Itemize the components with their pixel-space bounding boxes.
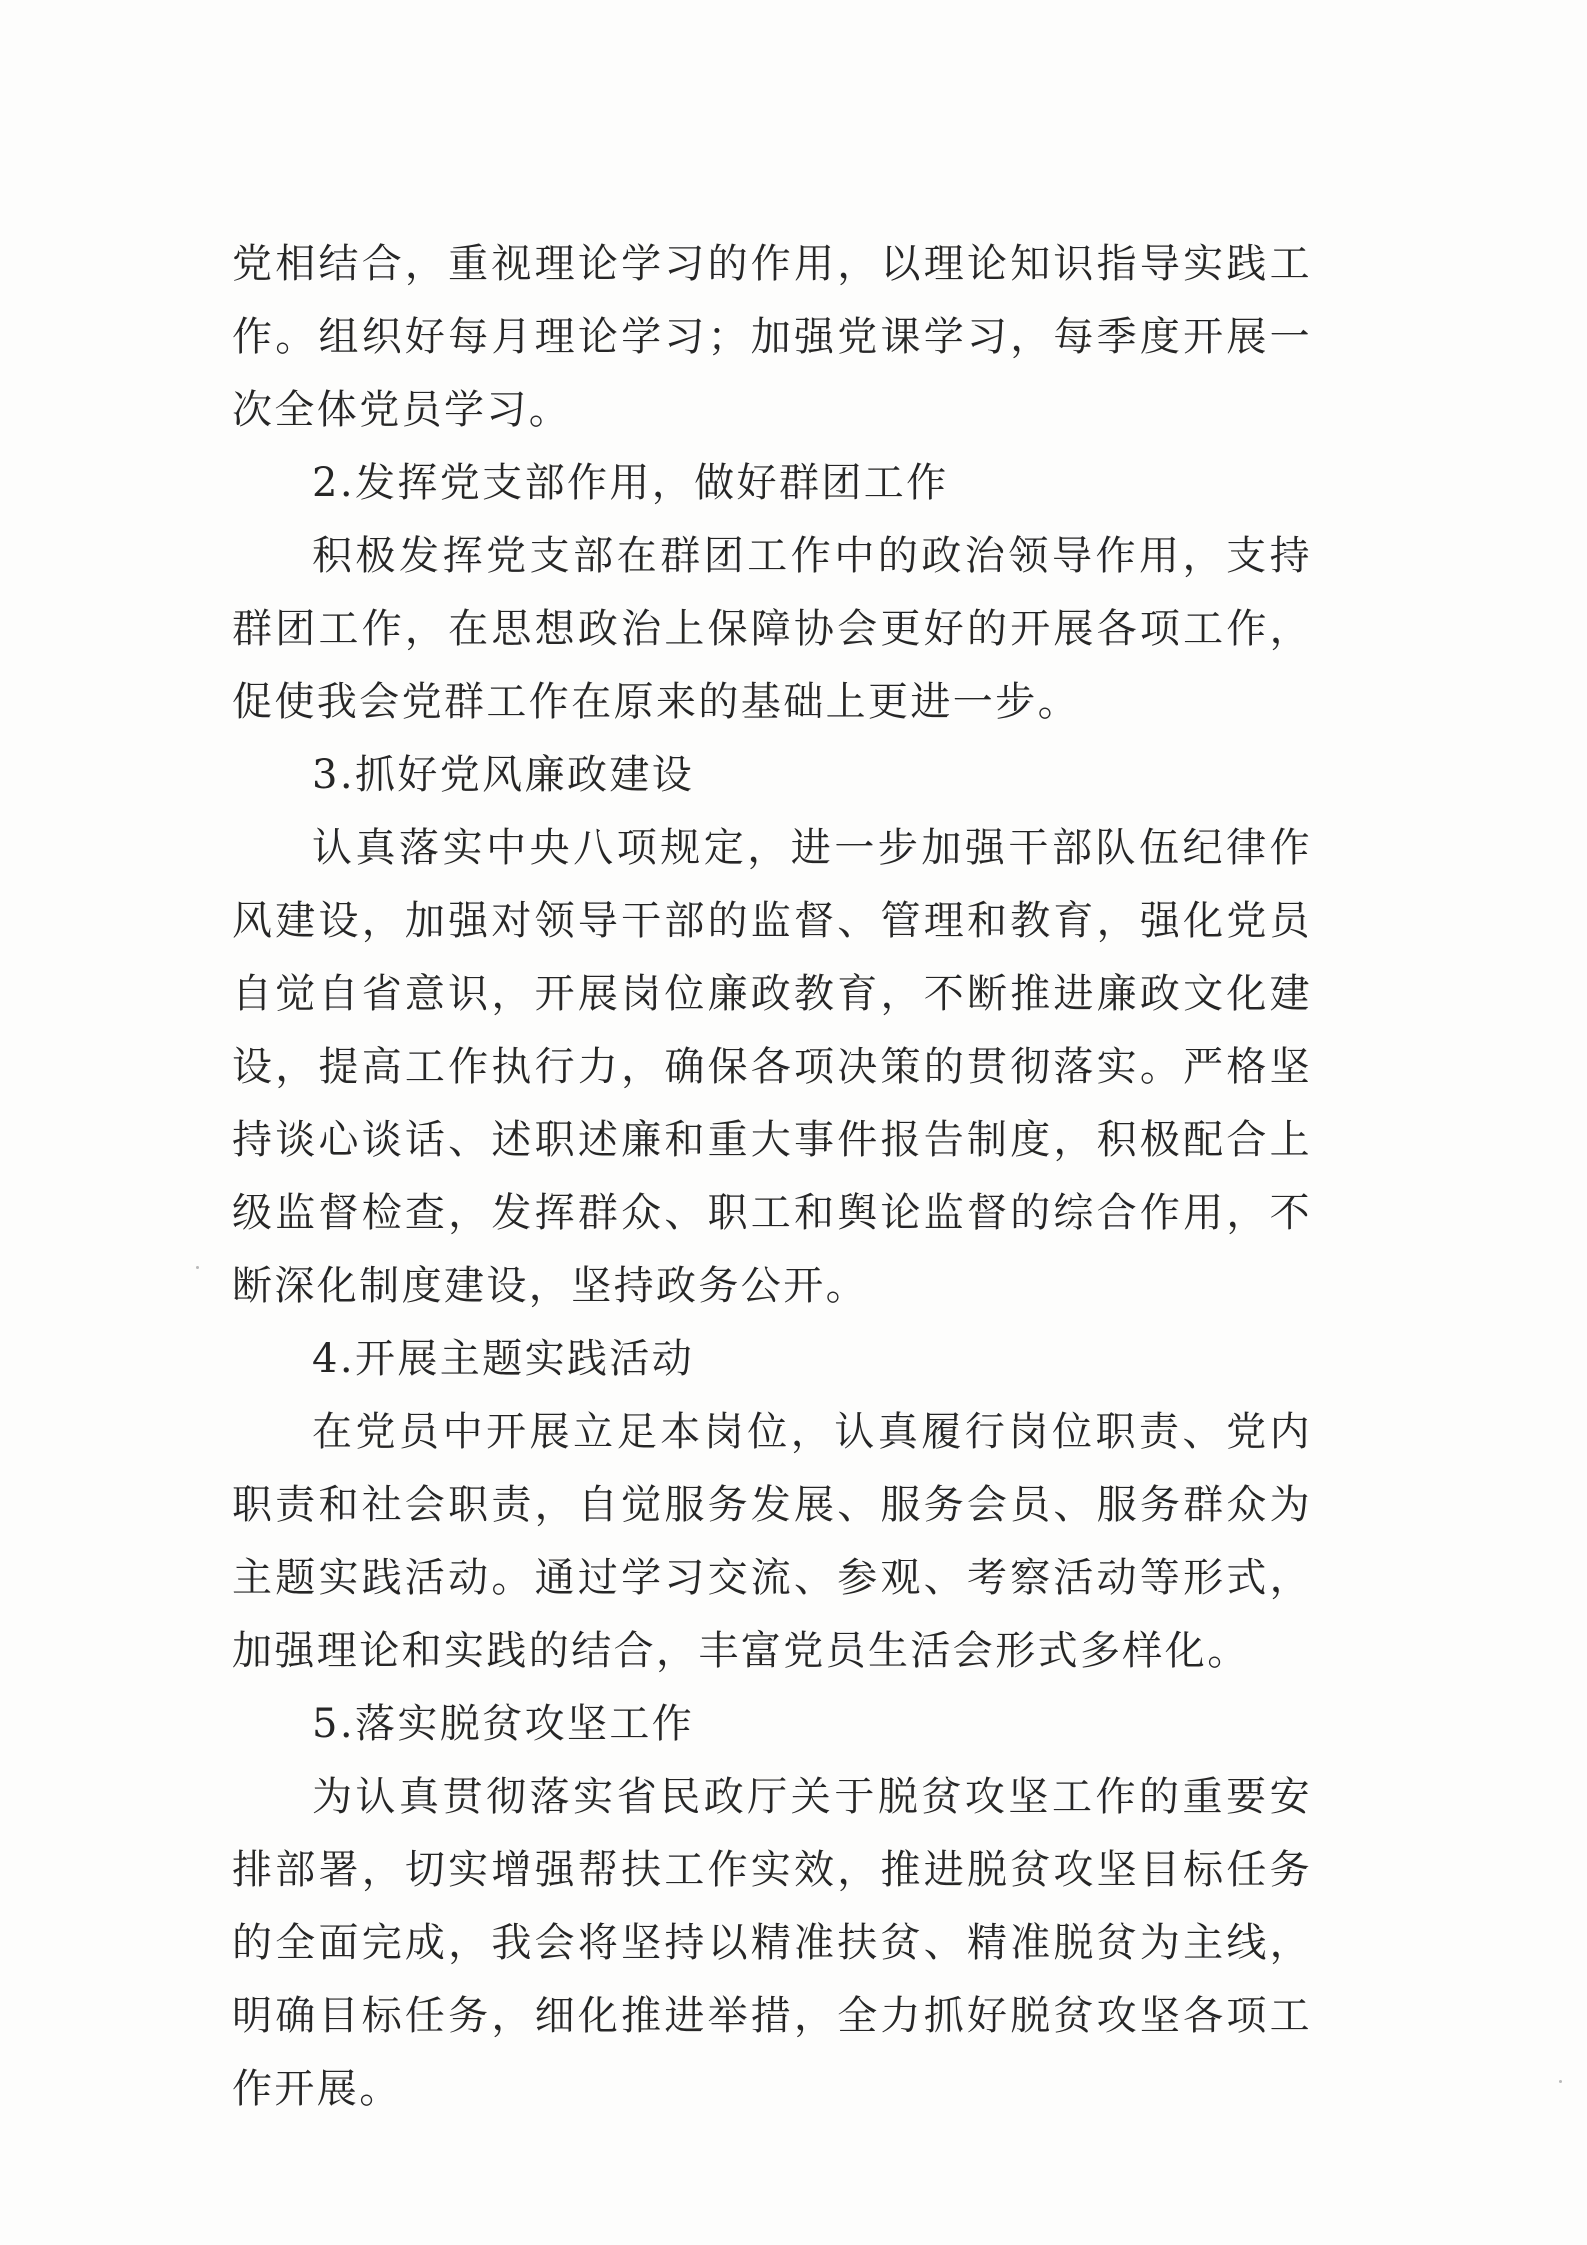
scan-speck <box>196 1266 199 1269</box>
scan-speck <box>1559 2080 1562 2083</box>
paragraph-4: 在党员中开展立足本岗位，认真履行岗位职责、党内职责和社会职责，自觉服务发展、服务会员、服务群众为主题实践活动。通过学习交流、参观、考察活动等形式，加强理论和实践的结合，丰富党员生活会形式多样化。 <box>232 1409 1312 1674</box>
section-heading-4: 4.开展主题实践活动 <box>312 1336 695 1382</box>
paragraph-5: 为认真贯彻落实省民政厅关于脱贫攻坚工作的重要安排部署，切实增强帮扶工作实效，推进脱贫攻坚目标任务的全面完成，我会将坚持以精准扶贫、精准脱贫为主线，明确目标任务，细化推进举措，全力抓好脱贫攻坚各项工作开展。 <box>232 1774 1312 2112</box>
paragraph-3: 认真落实中央八项规定，进一步加强干部队伍纪律作风建设，加强对领导干部的监督、管理和教育，强化党员自觉自省意识，开展岗位廉政教育，不断推进廉政文化建设，提高工作执行力，确保各项决策的贯彻落实。严格坚持谈心谈话、述职述廉和重大事件报告制度，积极配合上级监督检查，发挥群众、职工和舆论监督的综合作用，不断深化制度建设，坚持政务公开。 <box>232 825 1312 1309</box>
document-body <box>232 228 1312 2126</box>
section-heading-3: 3.抓好党风廉政建设 <box>312 752 695 798</box>
paragraph-continuation: 党相结合，重视理论学习的作用，以理论知识指导实践工作。组织好每月理论学习；加强党课学习，每季度开展一次全体党员学习。 <box>232 241 1312 433</box>
paragraph-2: 积极发挥党支部在群团工作中的政治领导作用，支持群团工作，在思想政治上保障协会更好的开展各项工作，促使我会党群工作在原来的基础上更进一步。 <box>232 533 1312 725</box>
section-heading-2: 2.发挥党支部作用，做好群团工作 <box>312 460 949 506</box>
section-heading-5: 5.落实脱贫攻坚工作 <box>312 1701 695 1747</box>
